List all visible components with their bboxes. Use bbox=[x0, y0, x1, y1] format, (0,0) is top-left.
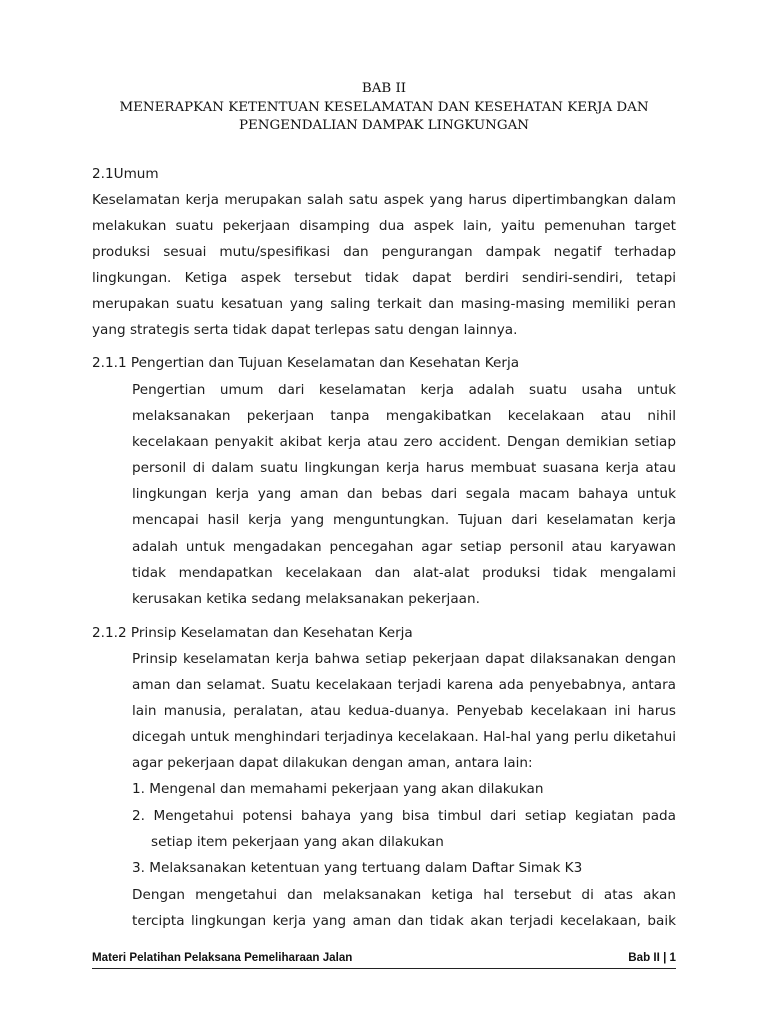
list-item: 2. Mengetahui potensi bahaya yang bisa timbul dari setiap kegiatan pada bbox=[132, 808, 676, 824]
paragraph-line: Keselamatan kerja merupakan salah satu aspek yang harus dipertimbangkan dalam bbox=[92, 192, 676, 208]
footer-divider bbox=[92, 968, 676, 969]
paragraph-line: Pengertian umum dari keselamatan kerja adalah suatu usaha untuk bbox=[132, 382, 676, 398]
paragraph-line: adalah untuk mengadakan pencegahan agar setiap personil atau karyawan bbox=[132, 539, 676, 555]
list-item: 3. Melaksanakan ketentuan yang tertuang dalam Daftar Simak K3 bbox=[132, 860, 583, 876]
chapter-title-line-2: PENGENDALIAN DAMPAK LINGKUNGAN bbox=[239, 118, 529, 133]
list-item-continuation: setiap item pekerjaan yang akan dilakukan bbox=[151, 834, 444, 850]
paragraph-line: dicegah untuk menghindari terjadinya kecelakaan. Hal-hal yang perlu diketahui bbox=[132, 729, 676, 745]
chapter-title-line-1: MENERAPKAN KETENTUAN KESELAMATAN DAN KESEHATAN KERJA DAN bbox=[119, 99, 649, 115]
paragraph-line: melakukan suatu pekerjaan disamping dua aspek lain, yaitu pemenuhan target bbox=[92, 218, 676, 234]
paragraph-line: kerusakan ketika sedang melaksanakan pekerjaan. bbox=[132, 591, 480, 607]
paragraph-line: lingkungan kerja yang aman dan bebas dari segala macam bahaya untuk bbox=[132, 486, 676, 502]
paragraph-line: personil di dalam suatu lingkungan kerja harus membuat suasana kerja atau bbox=[132, 460, 676, 476]
paragraph-line: Prinsip keselamatan kerja bahwa setiap pekerjaan dapat dilaksanakan dengan bbox=[132, 651, 676, 667]
paragraph-line: melaksanakan pekerjaan tanpa mengakibatkan kecelakaan atau nihil bbox=[132, 408, 676, 424]
paragraph-line: lain manusia, peralatan, atau kedua-duanya. Penyebab kecelakaan ini harus bbox=[132, 703, 676, 719]
section-heading-2-1-2: 2.1.2 Prinsip Keselamatan dan Kesehatan Kerja bbox=[92, 625, 413, 641]
chapter-number: BAB II bbox=[361, 81, 407, 96]
list-item: 1. Mengenal dan memahami pekerjaan yang akan dilakukan bbox=[132, 781, 544, 797]
paragraph-line: lingkungan. Ketiga aspek tersebut tidak dapat berdiri sendiri-sendiri, tetapi bbox=[92, 270, 676, 286]
footer-document-title: Materi Pelatihan Pelaksana Pemeliharaan Jalan bbox=[92, 951, 353, 964]
paragraph-line: agar pekerjaan dapat dilakukan dengan aman, antara lain: bbox=[132, 755, 533, 771]
paragraph-line: tercipta lingkungan kerja yang aman dan tidak akan terjadi kecelakaan, baik bbox=[132, 913, 676, 929]
paragraph-line: kecelakaan penyakit akibat kerja atau zero accident. Dengan demikian setiap bbox=[132, 434, 676, 450]
paragraph-line: produksi sesuai mutu/spesifikasi dan pengurangan dampak negatif terhadap bbox=[92, 244, 676, 260]
section-heading-2-1-1: 2.1.1 Pengertian dan Tujuan Keselamatan dan Kesehatan Kerja bbox=[92, 355, 520, 371]
paragraph-line: aman dan selamat. Suatu kecelakaan terjadi karena ada penyebabnya, antara bbox=[132, 677, 676, 693]
paragraph-line: Dengan mengetahui dan melaksanakan ketiga hal tersebut di atas akan bbox=[132, 887, 676, 903]
paragraph-line: tidak mendapatkan kecelakaan dan alat-alat produksi tidak mengalami bbox=[132, 565, 676, 581]
paragraph-line: mencapai hasil kerja yang menguntungkan. Tujuan dari keselamatan kerja bbox=[132, 512, 676, 528]
chapter-heading bbox=[60, 80, 708, 136]
section-heading-2-1: 2.1Umum bbox=[92, 166, 159, 182]
paragraph-line: yang strategis serta tidak dapat terlepas satu dengan lainnya. bbox=[92, 322, 518, 338]
footer-page-number: Bab II | 1 bbox=[628, 951, 676, 964]
paragraph-line: merupakan suatu kesatuan yang saling terkait dan masing-masing memiliki peran bbox=[92, 296, 676, 312]
